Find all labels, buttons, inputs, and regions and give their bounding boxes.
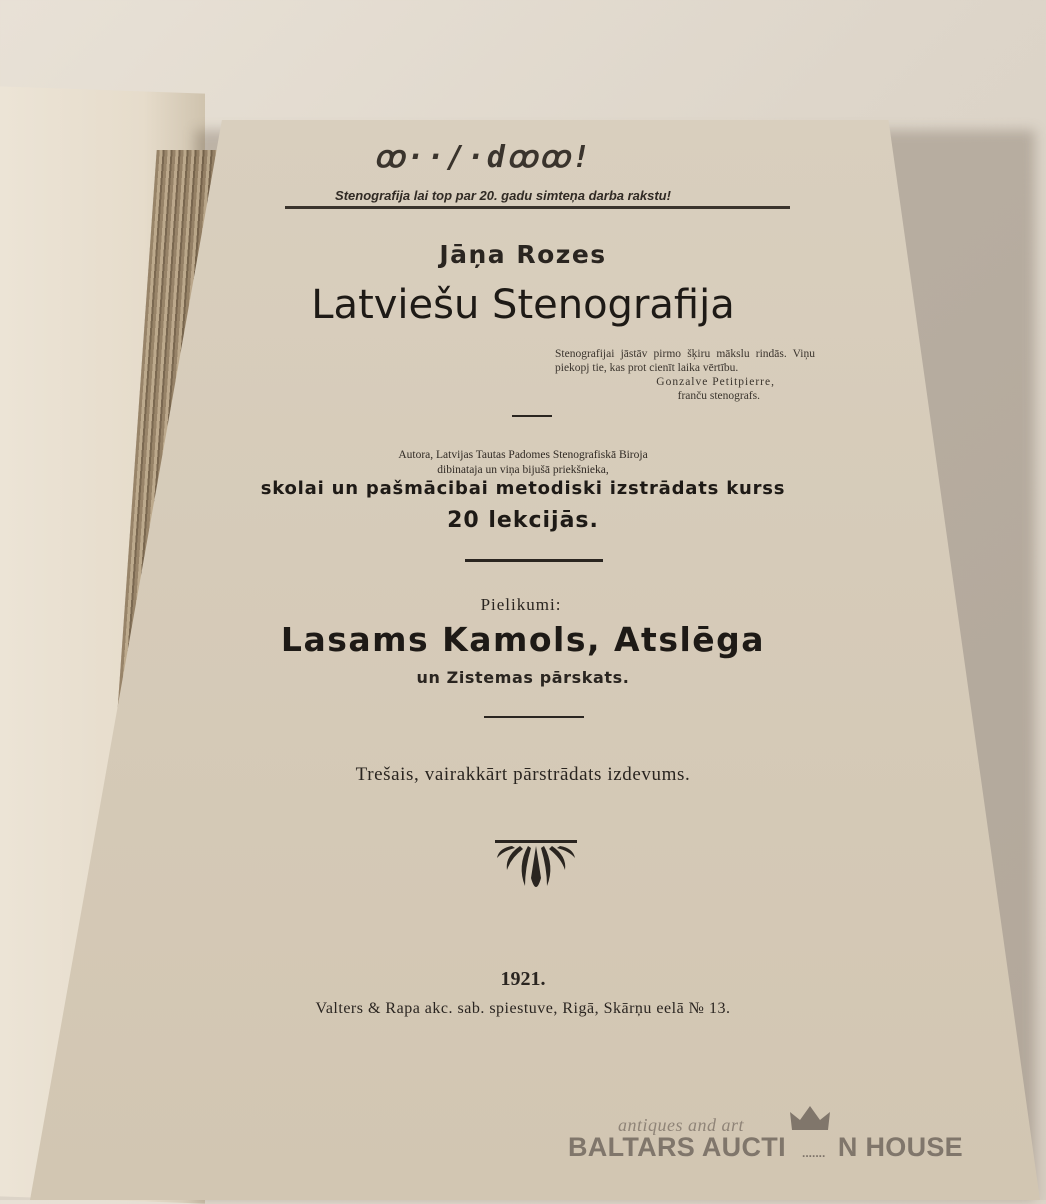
book-title: Latviešu Stenografija bbox=[311, 282, 735, 328]
ornament-icon bbox=[495, 838, 577, 898]
publication-year: 1921. bbox=[500, 968, 546, 990]
crown-icon bbox=[788, 1104, 832, 1134]
watermark-name-part2: N HOUSE bbox=[837, 1132, 963, 1162]
author-name: Jāņa Rozes bbox=[439, 240, 607, 269]
watermark-name bbox=[568, 1132, 963, 1163]
byline bbox=[0, 448, 1046, 478]
watermark-name-part1: BALTARS AUCTI bbox=[568, 1132, 786, 1162]
epigraph bbox=[555, 347, 815, 403]
appendix-label: Pielikumi: bbox=[480, 595, 562, 614]
printer-imprint: Valters & Rapa akc. sab. spiestuve, Rigā, Skārņu eelā № 13. bbox=[315, 1000, 731, 1017]
course-description: skolai un pašmācibai metodiski izstrādats kurss bbox=[260, 478, 786, 499]
divider-rule bbox=[465, 559, 603, 562]
short-divider bbox=[512, 415, 552, 417]
motto-text: Stenografija lai top par 20. gadu simteņa darba rakstu! bbox=[335, 188, 671, 203]
top-rule bbox=[285, 206, 790, 209]
lectures-count: 20 lekcijās. bbox=[447, 508, 599, 533]
edition-note: Trešais, vairakkārt pārstrādats izdevums. bbox=[355, 764, 691, 785]
motto-shorthand: ꝏ··/·dꝏꝏ! bbox=[373, 140, 593, 175]
byline-line-1: Autora, Latvijas Tautas Padomes Stenografiskā Biroja bbox=[398, 449, 648, 461]
epigraph-text: Stenografijai jāstāv pirmo šķiru mākslu rindās. Viņu piekopj tie, kas prot cienīt laika vērtību. bbox=[555, 348, 815, 374]
epigraph-author-role: franču stenografs. bbox=[677, 390, 760, 402]
appendix-subtitle: un Zistemas pārskats. bbox=[416, 668, 630, 687]
byline-line-2: dibinataja un viņa bijušā priekšnieka, bbox=[437, 464, 609, 476]
divider-rule-lower bbox=[484, 716, 584, 718]
epigraph-author: Gonzalve Petitpierre, bbox=[656, 376, 775, 388]
watermark-tagline: antiques and art bbox=[618, 1115, 745, 1135]
watermark-dots: ....... bbox=[802, 1146, 826, 1160]
appendix-title: Lasams Kamols, Atslēga bbox=[280, 620, 766, 659]
